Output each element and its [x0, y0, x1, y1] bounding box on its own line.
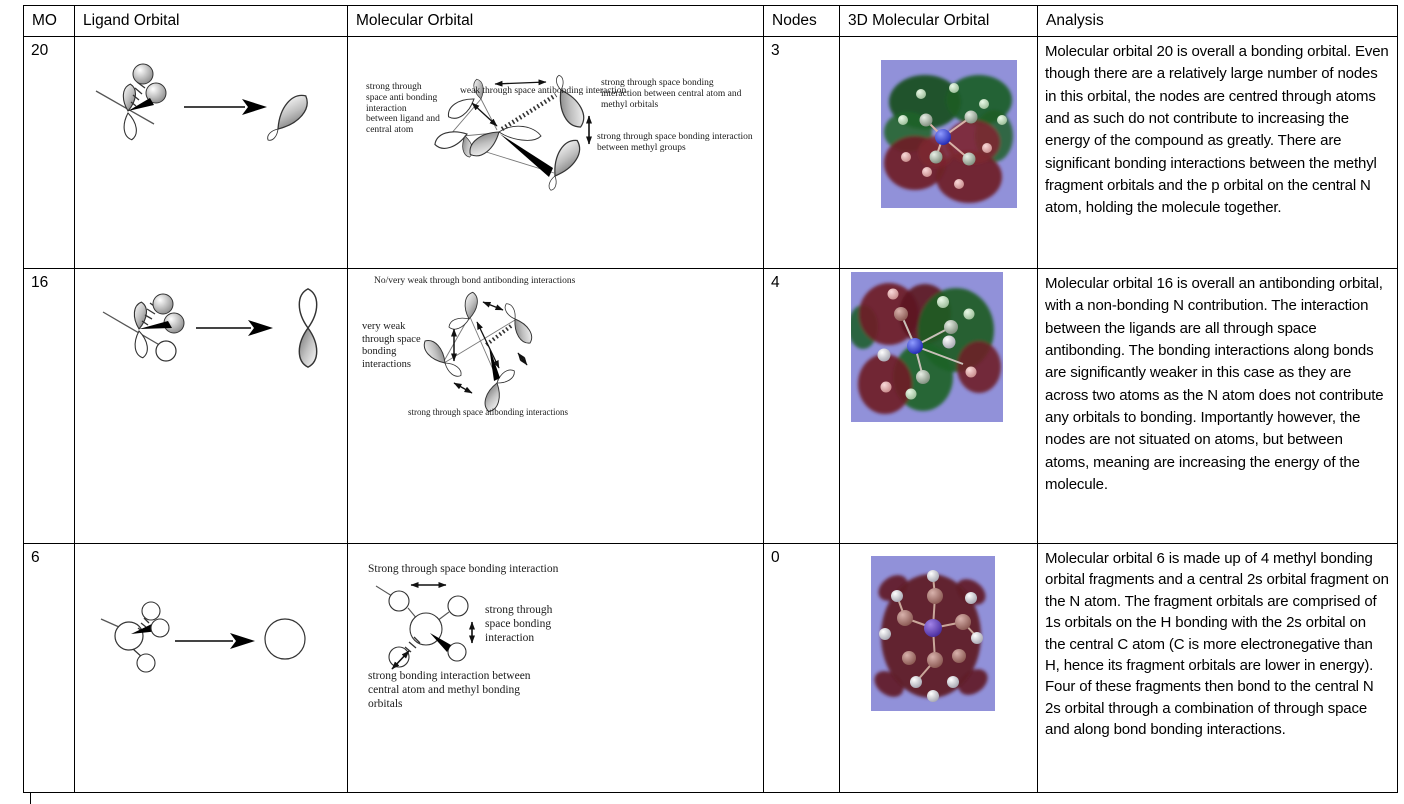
analysis-cell-mo16 — [1038, 269, 1398, 544]
mo-number: 20 — [31, 42, 49, 59]
diagram-label-left: very weak through space bonding interactions — [362, 321, 421, 370]
nodes-count: 3 — [771, 42, 780, 59]
header-analysis — [1038, 6, 1398, 37]
diagram-label-bottom: strong through space atibonding interactions — [408, 407, 568, 417]
mo-number-cell — [24, 544, 75, 793]
molecular-orbital-cell-mo16 — [348, 269, 764, 544]
analysis-cell-mo20 — [1038, 37, 1398, 269]
analysis-text: Molecular orbital 16 is overall an antibonding orbital, with a non-bonding N contribution. The interaction between the ligands are all through space antibonding. The bonding interactions along bonds are significantly weaker in this case as they are across two atoms as the N atom does not contribute any orbitals to bonding. Importantly however, the nodes are not situated on atoms, but between atoms, meaning are increasing the energy of the molecule. — [1045, 275, 1384, 494]
mo20-3d-render — [881, 60, 1017, 208]
header-molecular-orbital-label: Molecular Orbital — [356, 12, 474, 29]
mo6-3d-render — [871, 556, 995, 711]
nodes-cell — [764, 544, 840, 793]
s-orbital-circle — [265, 619, 305, 659]
nodes-cell — [764, 37, 840, 269]
render-3d-cell-mo20 — [840, 37, 1038, 269]
header-3d-label: 3D Molecular Orbital — [848, 12, 990, 29]
ligand-orbital-cell-mo16 — [75, 269, 348, 544]
partial-next-row — [30, 793, 1398, 804]
diagram-label-top: No/very weak through bond antibonding interactions — [374, 276, 576, 286]
mo-analysis-table — [23, 5, 1398, 793]
ligand-orbital-cell-mo6 — [75, 544, 348, 793]
header-mo — [24, 6, 75, 37]
mo-number-cell — [24, 37, 75, 269]
methyl-fragment-to-p-orbital-drawing — [75, 269, 348, 544]
mo-number: 16 — [31, 274, 49, 291]
diagram-label-right-top: strong through space bonding interaction between central atom and methyl orbitals — [601, 78, 742, 110]
render-3d-cell-mo6 — [840, 544, 1038, 793]
central-n-atom — [935, 129, 951, 145]
header-nodes — [764, 6, 840, 37]
reaction-arrow — [184, 99, 267, 115]
header-ligand-orbital — [75, 6, 348, 37]
diagram-label-bottom: strong bonding interaction between central atom and methyl bonding orbitals — [368, 670, 531, 711]
analysis-cell-mo6 — [1038, 544, 1398, 793]
diagram-label-right-bottom: strong through space bonding interaction between methyl groups — [597, 132, 753, 153]
mo-number-cell — [24, 269, 75, 544]
ligand-orbital-cell-mo20 — [75, 37, 348, 269]
central-n-atom — [924, 619, 942, 637]
nodes-cell — [764, 269, 840, 544]
reaction-arrow — [175, 633, 255, 649]
header-3d-molecular-orbital — [840, 6, 1038, 37]
header-analysis-label: Analysis — [1046, 12, 1104, 29]
diagram-label-left: strong through space anti bonding interaction between ligand and central atom — [366, 82, 440, 136]
reaction-arrow — [196, 320, 273, 336]
header-nodes-label: Nodes — [772, 12, 817, 29]
render-3d-cell-mo16 — [840, 269, 1038, 544]
methyl-s-fragment-to-s-orbital-drawing — [75, 544, 348, 793]
diagram-label-right: strong through space bonding interaction — [485, 604, 553, 645]
methyl-fragment-to-hybrid-orbital-drawing — [75, 37, 348, 269]
header-mo-label: MO — [32, 12, 57, 29]
molecular-orbital-cell-mo20 — [348, 37, 764, 269]
diagram-label-top: weak through space antibonding interaction — [460, 86, 627, 96]
analysis-text: Molecular orbital 6 is made up of 4 methyl bonding orbital fragments and a central 2s orbital fragment on the N atom. The fragment orbitals are comprised of 1s orbitals on the H bonding with the 2s orbital on the central C atom (C is more electronegative than H, hence its fragment orbitals are lower in energy). Four of these fragments then bond to the central N 2s orbital through a combination of through space and along bond bonding interactions. — [1045, 550, 1389, 739]
mo16-3d-render — [851, 272, 1003, 422]
diagram-label-top: Strong through space bonding interaction — [368, 563, 559, 575]
nodes-count: 4 — [771, 274, 780, 291]
analysis-text: Molecular orbital 20 is overall a bonding orbital. Even though there are a relatively large number of nodes in this orbital, the nodes are centred through atoms and as such do not contribute to increasing the energy of the compound as greatly. There are significant bonding interactions between the methyl fragment orbitals and the p orbital on the central N atom, holding the molecule together. — [1045, 43, 1389, 217]
central-n-atom — [907, 338, 923, 354]
header-molecular-orbital — [348, 6, 764, 37]
molecular-orbital-cell-mo6 — [348, 544, 764, 793]
mo-number: 6 — [31, 549, 40, 566]
hashed-bond-line — [502, 95, 556, 129]
nodes-count: 0 — [771, 549, 780, 566]
header-ligand-orbital-label: Ligand Orbital — [83, 12, 180, 29]
